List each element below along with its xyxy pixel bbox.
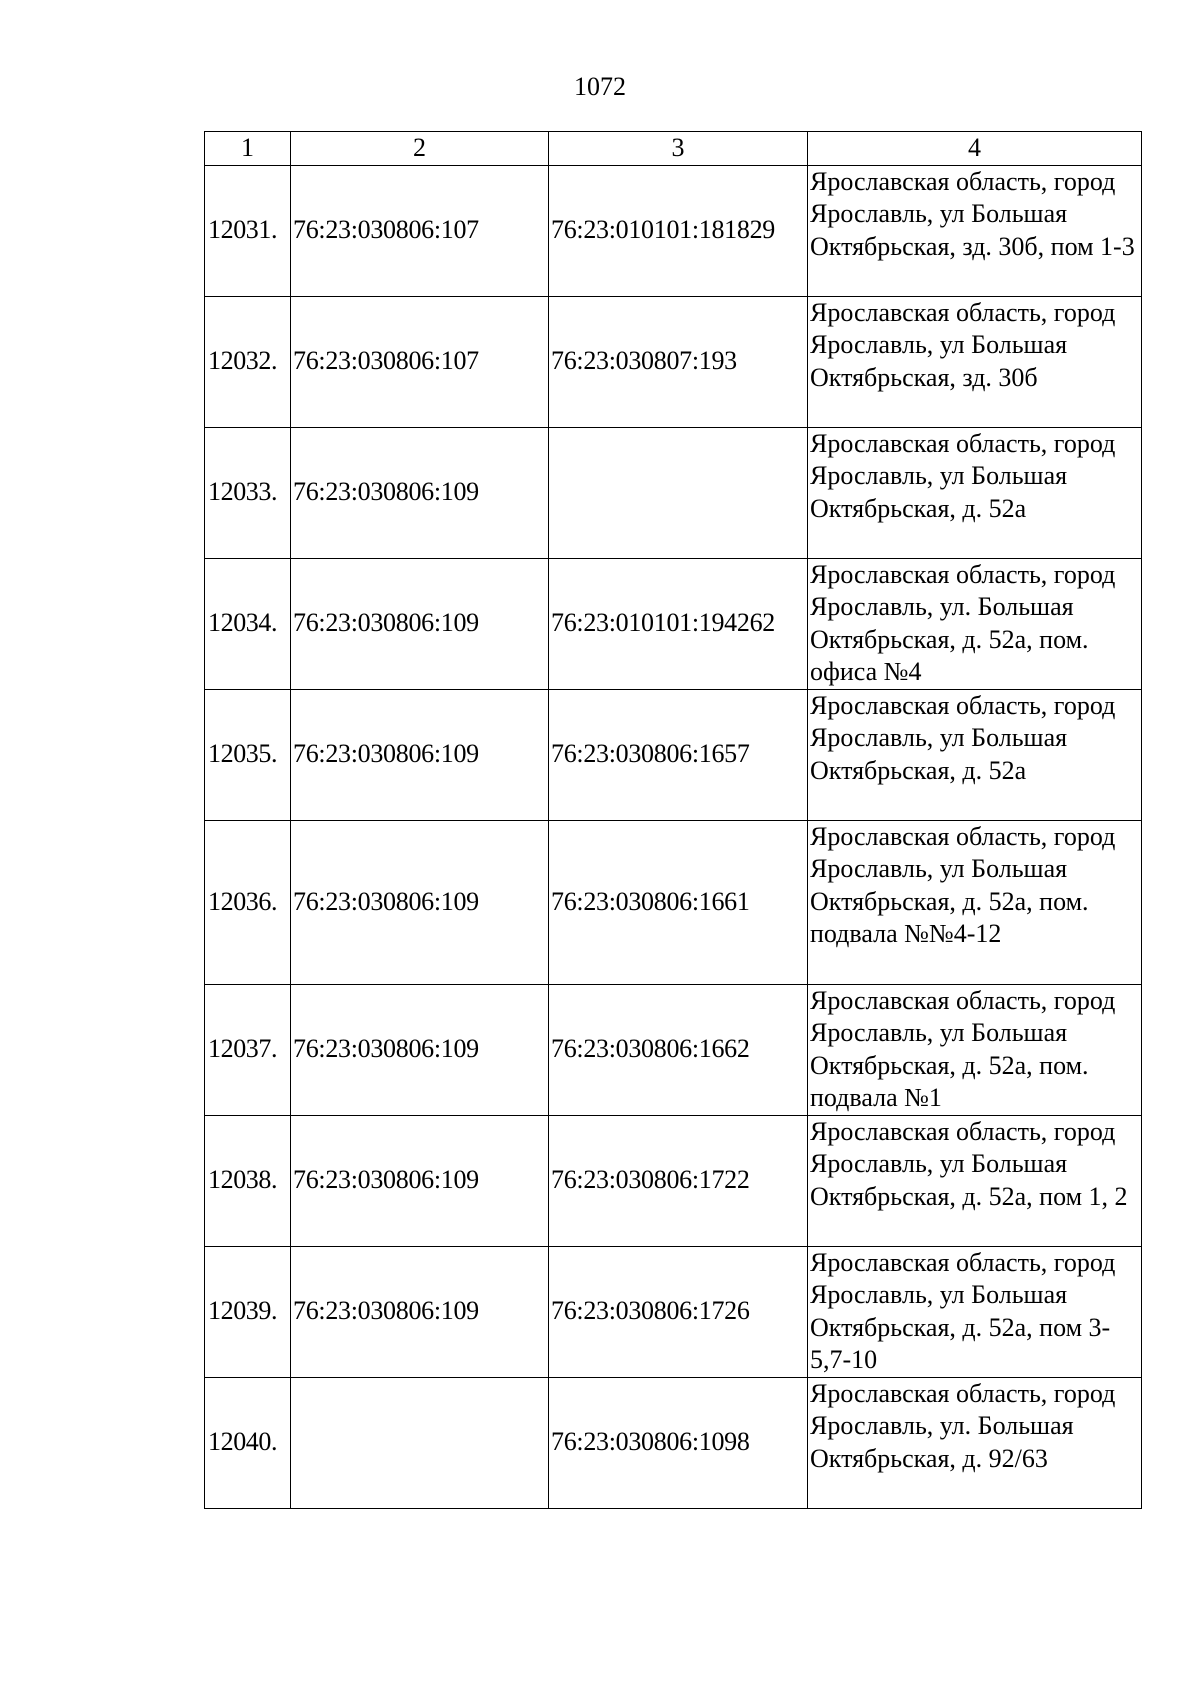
- table-row: [205, 1246, 1142, 1377]
- parcel-number: 76:23:030806:107: [291, 165, 549, 296]
- address: Ярославская область, город Ярославль, ул Большая Октябрьская, д. 52а: [808, 427, 1142, 558]
- address: Ярославская область, город Ярославль, ул Большая Октябрьская, зд. 30б: [808, 296, 1142, 427]
- parcel-number: 76:23:030806:107: [291, 296, 549, 427]
- parcel-number: 76:23:030806:109: [291, 820, 549, 984]
- table-row: [205, 1115, 1142, 1246]
- row-number: 12034.: [205, 558, 291, 689]
- object-number: 76:23:030807:193: [549, 296, 808, 427]
- address: Ярославская область, город Ярославль, ул. Большая Октябрьская, д. 52а, пом. офиса №4: [808, 558, 1142, 689]
- object-number: 76:23:030806:1657: [549, 689, 808, 820]
- table-row: [205, 1377, 1142, 1508]
- object-number: 76:23:030806:1722: [549, 1115, 808, 1246]
- row-number: 12031.: [205, 165, 291, 296]
- row-number: 12039.: [205, 1246, 291, 1377]
- object-number: 76:23:030806:1661: [549, 820, 808, 984]
- object-number: 76:23:030806:1726: [549, 1246, 808, 1377]
- table-row: [205, 165, 1142, 296]
- object-number: 76:23:010101:181829: [549, 165, 808, 296]
- row-number: 12035.: [205, 689, 291, 820]
- address: Ярославская область, город Ярославль, ул Большая Октябрьская, д. 52а: [808, 689, 1142, 820]
- address: Ярославская область, город Ярославль, ул Большая Октябрьская, д. 52а, пом 3-5,7-10: [808, 1246, 1142, 1377]
- parcel-number: 76:23:030806:109: [291, 1115, 549, 1246]
- address: Ярославская область, город Ярославль, ул Большая Октябрьская, д. 52а, пом. подвала №№4-12: [808, 820, 1142, 984]
- address: Ярославская область, город Ярославль, ул Большая Октябрьская, зд. 30б, пом 1-3: [808, 165, 1142, 296]
- row-number: 12040.: [205, 1377, 291, 1508]
- row-number: 12037.: [205, 984, 291, 1115]
- parcel-number: [291, 1377, 549, 1508]
- header-row: [205, 132, 1142, 166]
- object-number: [549, 427, 808, 558]
- table-row: [205, 984, 1142, 1115]
- header-cell-4: 4: [808, 132, 1142, 166]
- object-number: 76:23:030806:1098: [549, 1377, 808, 1508]
- header-cell-3: 3: [549, 132, 808, 166]
- row-number: 12036.: [205, 820, 291, 984]
- address: Ярославская область, город Ярославль, ул Большая Октябрьская, д. 52а, пом 1, 2: [808, 1115, 1142, 1246]
- table-row: [205, 558, 1142, 689]
- address: Ярославская область, город Ярославль, ул. Большая Октябрьская, д. 92/63: [808, 1377, 1142, 1508]
- header-cell-1: 1: [205, 132, 291, 166]
- parcel-number: 76:23:030806:109: [291, 1246, 549, 1377]
- object-number: 76:23:030806:1662: [549, 984, 808, 1115]
- page-number: 1072: [574, 72, 626, 101]
- table-row: [205, 427, 1142, 558]
- header-cell-2: 2: [291, 132, 549, 166]
- row-number: 12033.: [205, 427, 291, 558]
- row-number: 12032.: [205, 296, 291, 427]
- row-number: 12038.: [205, 1115, 291, 1246]
- parcel-number: 76:23:030806:109: [291, 689, 549, 820]
- parcel-number: 76:23:030806:109: [291, 984, 549, 1115]
- parcel-number: 76:23:030806:109: [291, 427, 549, 558]
- table-row: [205, 296, 1142, 427]
- table-row: [205, 820, 1142, 984]
- parcel-number: 76:23:030806:109: [291, 558, 549, 689]
- cadastral-table: [204, 131, 1142, 1509]
- object-number: 76:23:010101:194262: [549, 558, 808, 689]
- address: Ярославская область, город Ярославль, ул Большая Октябрьская, д. 52а, пом. подвала №1: [808, 984, 1142, 1115]
- table-row: [205, 689, 1142, 820]
